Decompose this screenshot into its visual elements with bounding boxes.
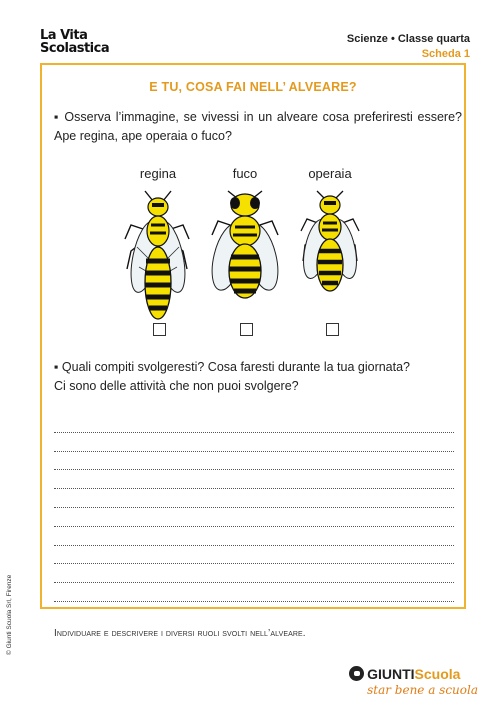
answer-line[interactable] [54, 527, 454, 546]
bee-worker-column [290, 166, 370, 303]
answer-line[interactable] [54, 508, 454, 527]
brand-name-part2: Scuola [414, 665, 461, 682]
sheet-label: Scheda 1 [421, 48, 470, 60]
answer-line[interactable] [54, 546, 454, 565]
answer-line[interactable] [54, 583, 454, 602]
brand-tagline: star bene a scuola [367, 683, 478, 697]
worker-bee-icon [297, 187, 363, 303]
bee-label-queen: regina [139, 166, 177, 181]
magazine-logo [40, 29, 109, 55]
logo-line-1: La Vita [40, 28, 88, 43]
checkbox-queen[interactable] [153, 323, 166, 336]
answer-lines[interactable] [54, 414, 454, 602]
answer-line[interactable] [54, 414, 454, 433]
brand-name-part1: GIUNTI [367, 665, 415, 682]
brand-name [367, 666, 460, 682]
logo-line-2: Scolastica [40, 41, 110, 56]
bee-label-drone: fuco [232, 166, 258, 181]
checkbox-drone[interactable] [240, 323, 253, 336]
bee-queen-column [118, 166, 198, 327]
drone-bee-icon [208, 187, 282, 307]
answer-line[interactable] [54, 489, 454, 508]
answer-line[interactable] [54, 452, 454, 471]
question-2-line-1: ▪ Quali compiti svolgeresti? Cosa faresti durante la tua giornata? [54, 360, 411, 374]
answer-line[interactable] [54, 433, 454, 452]
bee-label-worker: operaia [308, 166, 352, 181]
header-info [347, 32, 470, 62]
learning-objective: Individuare e descrivere i diversi ruoli svolti nell’alveare. [54, 628, 306, 639]
publisher-brand [349, 665, 478, 697]
subject-label: Scienze • Classe quarta [346, 33, 470, 45]
question-2-line-2: Ci sono delle attività che non puoi svolgere? [54, 379, 299, 393]
giunti-logo-icon [349, 666, 364, 681]
queen-bee-icon [123, 187, 193, 327]
bee-drone-column [205, 166, 285, 307]
answer-line[interactable] [54, 564, 454, 583]
worksheet-title: E TU, COSA FAI NELL’ ALVEARE? [149, 80, 357, 94]
question-1: ▪ Osserva l’immagine, se vivessi in un alveare cosa preferiresti essere? Ape regina, ape operaia o fuco? [54, 110, 462, 143]
question-2 [54, 358, 462, 396]
copyright-notice: © Giunti Scuola Srl, Firenze [6, 574, 13, 655]
checkbox-worker[interactable] [326, 323, 339, 336]
answer-line[interactable] [54, 470, 454, 489]
